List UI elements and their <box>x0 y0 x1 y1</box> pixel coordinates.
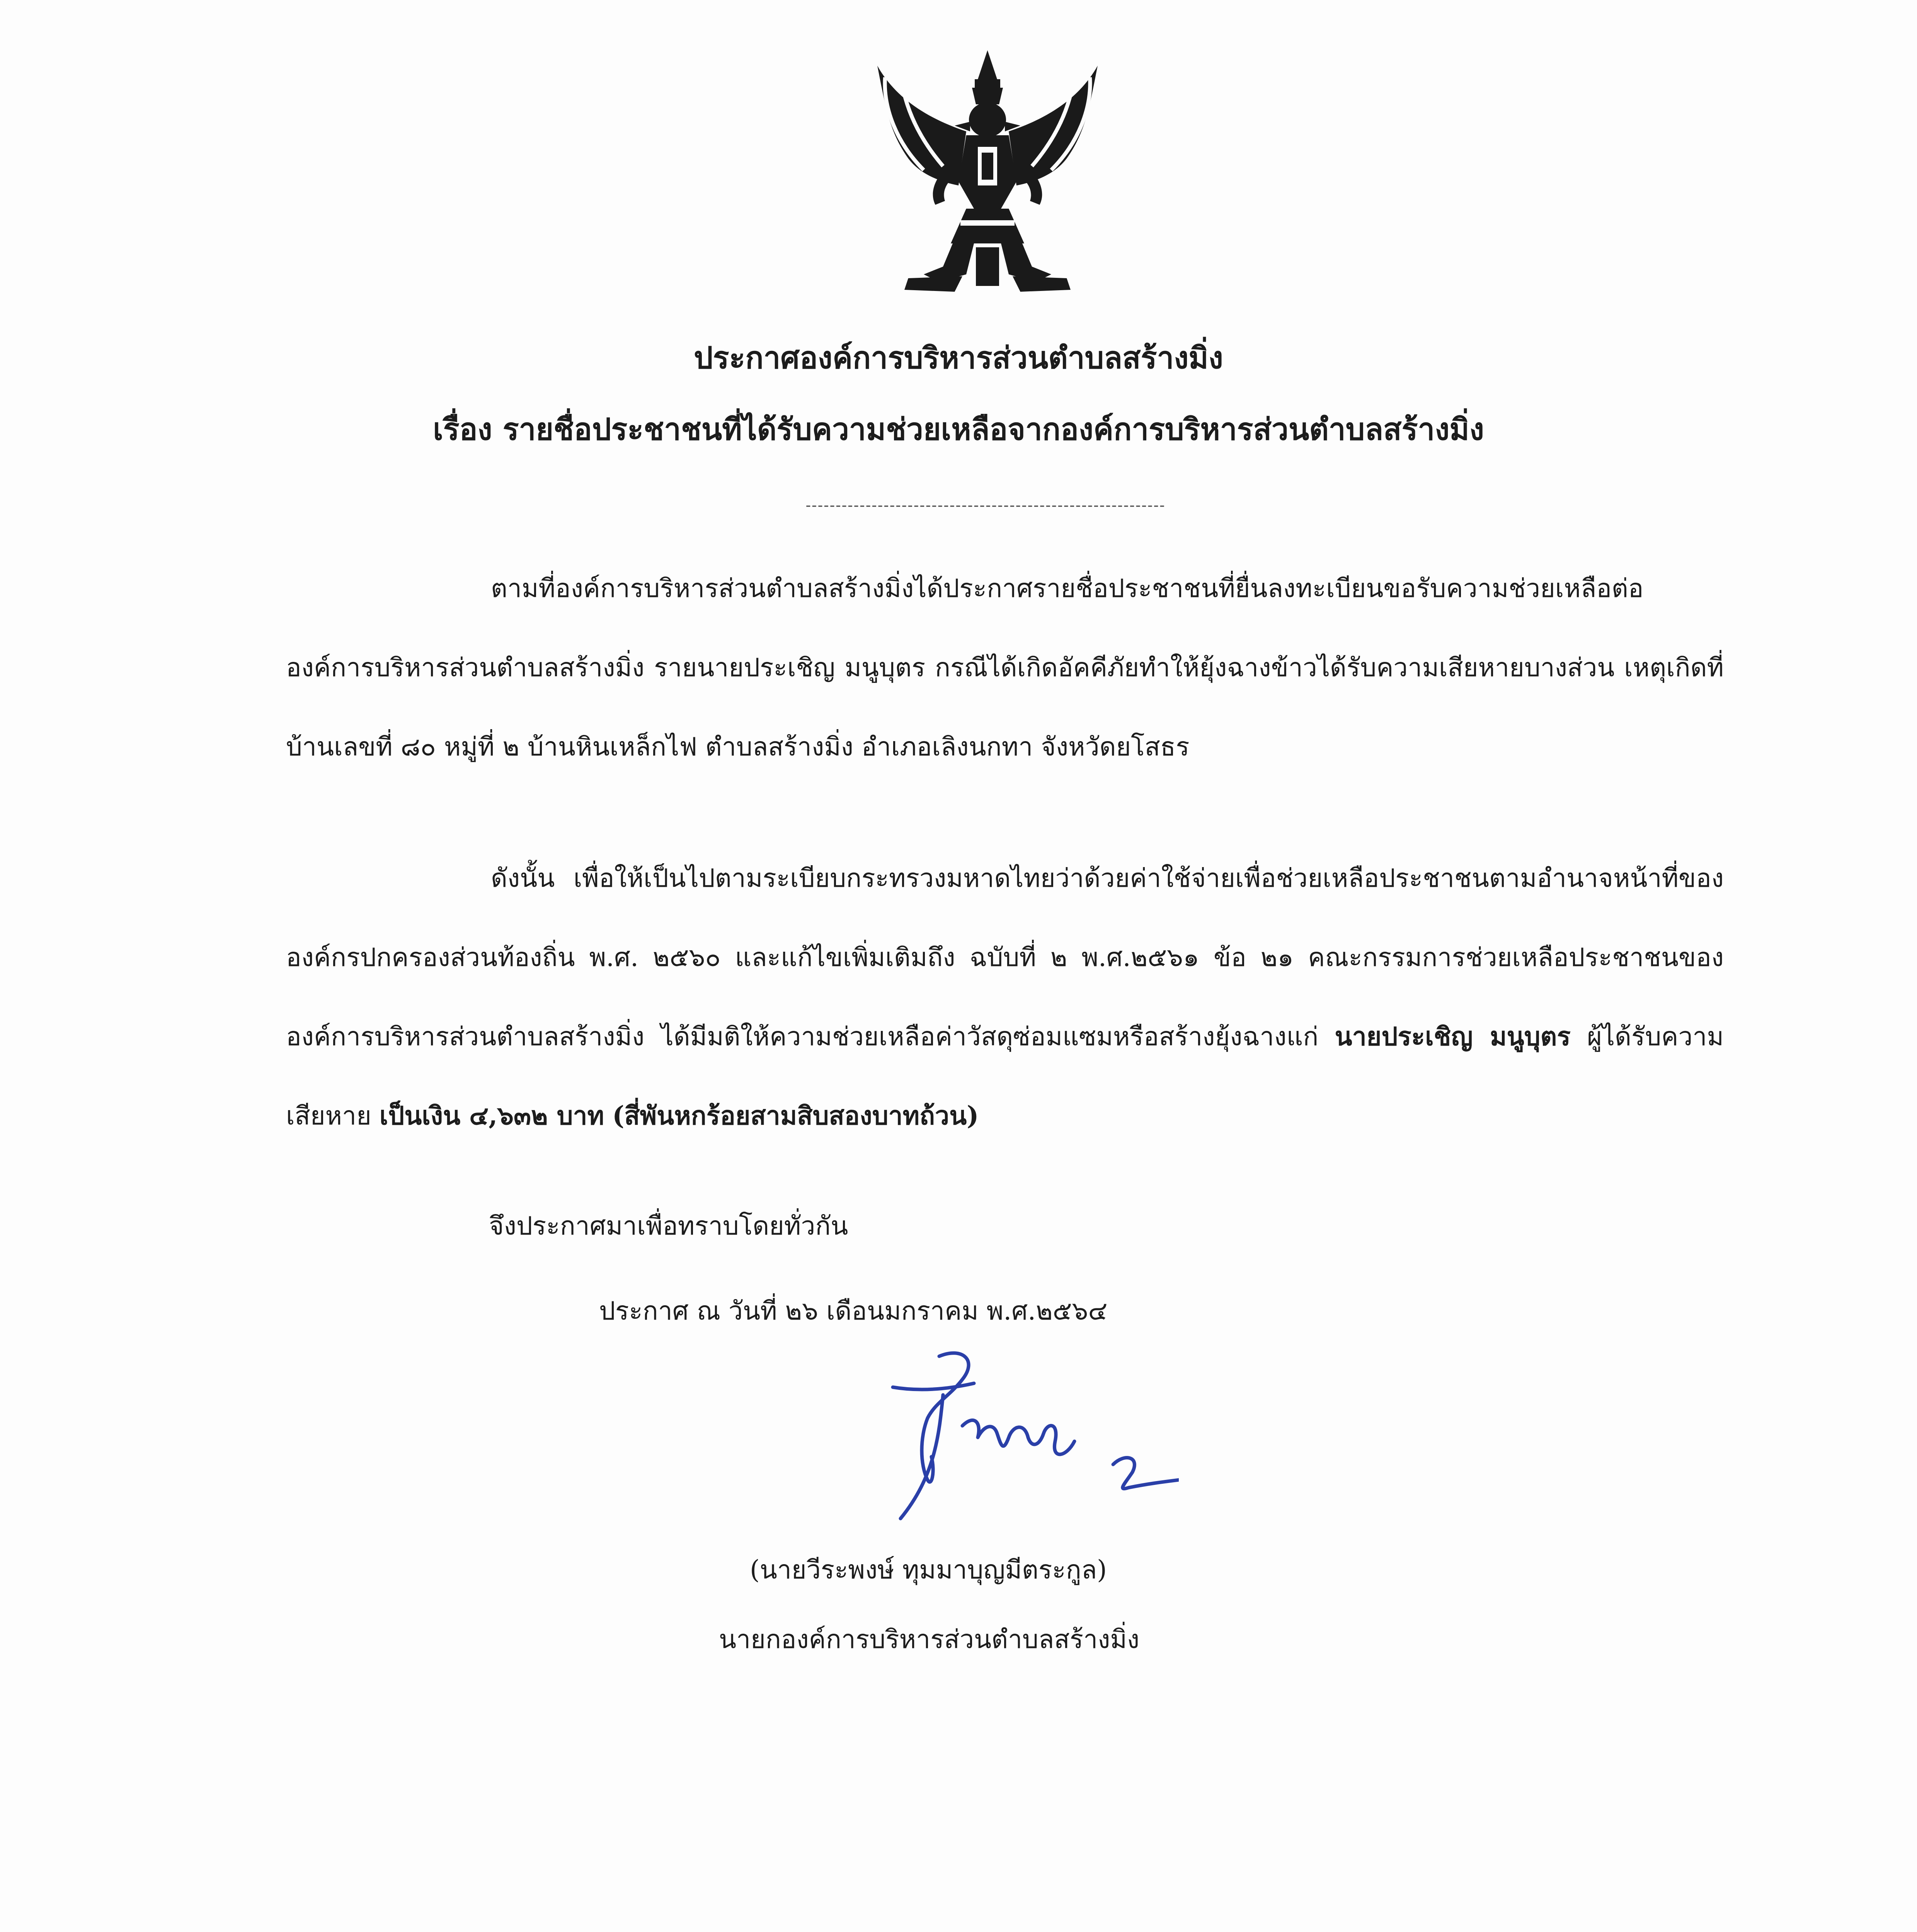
aid-amount-words: (สี่พันหกร้อยสามสิบสองบาทถ้วน) <box>612 1100 979 1131</box>
signer-name: (นายวีระพงษ์ ทุมมาบุญมีตระกูล) <box>750 1555 1107 1585</box>
announcement-title: ประกาศองค์การบริหารส่วนตำบลสร้างมิ่ง <box>694 340 1223 376</box>
aid-amount: เป็นเงิน ๔,๖๓๒ บาท <box>379 1100 604 1131</box>
header-divider: ------------------------------------------------------------ <box>805 497 1166 514</box>
closing-statement: จึงประกาศมาเพื่อทราบโดยทั่วกัน <box>489 1211 848 1241</box>
paragraph-2-intro: ดังนั้น เพื่อให้เป็นไปตามระเบียบกระทรวงมหาดไทยว่าด้วยค่าใช้จ่ายเพื่อช่วยเหลือประชาชนตามอำนาจหน้าที่ขององค์กรปกครองส่วนท้องถิ่น พ.ศ. ๒๕๖๐ และแก้ไขเพิ่มเติมถึง ฉบับที่ ๒ พ.ศ.๒๕๖๑ ข้อ ๒๑ คณะกรรมการช่วยเหลือประชาชนขององค์การบริหารส่วนตำบลสร้างมิ่ง ได้มีมติให้ความช่วยเหลือค่าวัสดุซ่อมแซมหรือสร้างยุ้งฉางแก่ <box>286 863 1724 1051</box>
garuda-emblem-icon <box>862 43 1113 298</box>
body-paragraph-1: ตามที่องค์การบริหารส่วนตำบลสร้างมิ่งได้ประกาศรายชื่อประชาชนที่ยื่นลงทะเบียนขอรับความช่วยเหลือต่อองค์การบริหารส่วนตำบลสร้างมิ่ง รายนายประเชิญ มนูบุตร กรณีได้เกิดอัคคีภัยทำให้ยุ้งฉางข้าวได้รับความเสียหายบางส่วน เหตุเกิดที่บ้านเลขที่ ๘๐ หมู่ที่ ๒ บ้านหินเหล็กไฟ ตำบลสร้างมิ่ง อำเภอเลิงนกทา จังหวัดยโสธร <box>286 573 1724 762</box>
announcement-subject: เรื่อง รายชื่อประชาชนที่ได้รับความช่วยเหลือจากองค์การบริหารส่วนตำบลสร้างมิ่ง <box>433 412 1484 447</box>
handwritten-signature <box>885 1349 1179 1534</box>
signer-position: นายกองค์การบริหารส่วนตำบลสร้างมิ่ง <box>719 1624 1140 1654</box>
announcement-date: ประกาศ ณ วันที่ ๒๖ เดือนมกราคม พ.ศ.๒๕๖๔ <box>599 1296 1108 1326</box>
body-paragraph-2 <box>286 838 1724 1155</box>
recipient-name: นายประเชิญ มนูบุตร <box>1335 1021 1571 1051</box>
paragraph-2-mid: ผู้ได้รับความเสียหาย <box>286 1022 1724 1131</box>
